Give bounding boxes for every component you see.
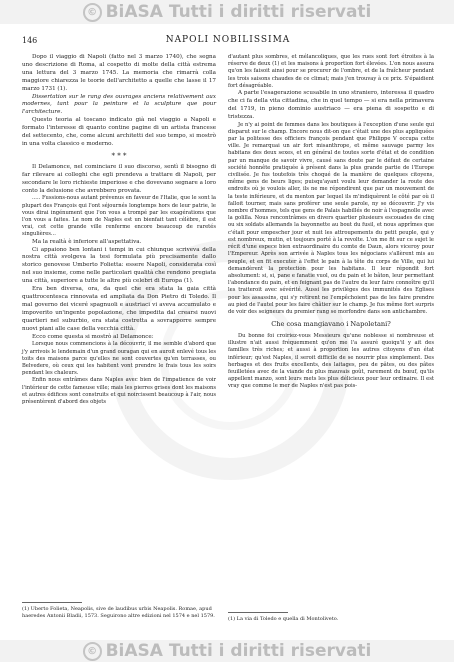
paragraph: Ma la realtà è inferiore all'aspettativa. <box>32 238 142 245</box>
copyright-circle-icon: © <box>83 3 102 22</box>
quotation: Du bonne foi croiriez-vous Messieurs qu'une noblesse si nombreuse et illustre n'ait aussi fréquemment qu'on me l'a assuré quoiqu'il y ait des familles très riches; et aussi à proportion les autres citoyens d'un état inférieur; qu'est Naples, il seroit difficile de se nourrir plus simplement. Des herbages et des fruits excellents, des laitages, peu de pâtes, ou des pâtes feuilletées avec de la viande du plus mauvais goût, rarement du bœuf, qu'ils appellent manzo, sont leurs mets les plus délicieux pour leur ordinaire. Il est vray que comme le mer de Naples n'est pas pois- <box>228 333 434 390</box>
quotation: Enfin nous entrâmes dans Naples avec bien de l'impatience de voir l'intérieur de cette fameuse ville; mais les pierres grises dont les maisons et autres édifices sont construits et qui noircissent beaucoup à l'air, nous présentèrent d'abord des objets <box>22 377 216 406</box>
paragraph: Ci appaiono ben lontani i tempi in cui chiunque scriveva della nostra città svolgeva la tesi formulata più precisamente dallo storico genovese Umberto Folietta: essere Napoli, considerata così nel suo insieme, come nelle particolari qualità che rendono pregiata una città, superiore a tutte le altre più celebri di Europa (1). <box>22 246 217 285</box>
paragraph: Ecco come questa si mostrò al Delamonce: <box>32 333 154 340</box>
footnote-rule <box>22 602 82 603</box>
paragraph: Il Delamonce, nel cominciare il suo discorso, sentì il bisogno di far rilevare ai colleghi che egli prendeva a trattare di Napoli, per secondare le loro richieste imperiose e che dovevano segnare a loro conto la delusione che avrebbero provata. <box>22 163 216 194</box>
quotation: ..... Fussions-nous autant prévenus en faveur de l'Italie, que le sont la plupart des François qui l'ont séjournés longtemps hors de leur patrie, le vous dirai ingénument que l'on vous a trompé par les exagérations que l'on vous a faites. Le nom de Naples est un bienfait tant célèbre, il est vrai, cet cette grande ville renferme encore beaucoup de raretés singulières... <box>22 195 216 238</box>
watermark-banner-top <box>0 0 454 24</box>
footnote-left: (1) Uberto Folieta, Neapolis, sive de laudibus urbis Neapolis. Romae, apud haeredes Antonii Bladii, 1573. Seguirono altre edizioni nel 1574 e nel 1579. <box>22 606 215 619</box>
watermark-text-bottom: BiASA Tutti i diritti riservati <box>105 641 372 661</box>
copyright-circle-icon: © <box>83 642 102 661</box>
page-header <box>22 34 434 48</box>
section-heading: Che cosa mangiavano i Napoletani? <box>271 320 391 329</box>
paragraph: Dopo il viaggio di Napoli (fatto nel 3 marzo 1740), che segna uno descrizione di Roma, al cospetto di molte della città estrema una lettura del 3 marzo 1745. La memoria che rimarrà colla maggiore chiarezza le teorie dell'architetto a quelle che lasse il 17 marzo 1731 (1). <box>22 54 216 92</box>
quotation: Lorsque nous commencions à la découvrir, il me semble d'abord que j'y arrivois le lendemain d'un grand ouragan qui en auroit enlevé tous les toits des maisons parce qu'elles ne sont couvertes qu'en terrasses, ou Belvedere, où ceux qui les habitent vont prendre le frais tous les soirs pendant les chaleurs. <box>22 341 216 377</box>
quotation: Je n'y ai point de femmes dans les boutiques à l'exception d'une seule qui disparut sur le champ. Encore nous dit-on que c'était une des plus appliquées par la politesse des officiers françois pendant que Philippe V occupa cette ville. Je remarquai un air fort misanthrope, et même sauvage parmy les habitans des deux sexes, et en général de toutes sorte d'état et de condition par un manque de savoir vivre, causé sans doute par le défaut de certaine société honnête pratiquée à présent dans la plus grande partie de l'Europe civilisée. Je fus toutefois très choqué de la manière de quelques citoyens, même gens de beurs liges; puisqu'ayant voulu leur demander la route des endroits où je voulois aller, ils ne me répondirent que par un mouvement de la teste inférieure, et du menton par lequel ils m'indiquèrent le côté par où il falloit tourner, mais sans proférer une seule parole, ny se découvrir. J'y vis nombre d'hommes, tels que gens de Palais habillés de noir à l'espagnolle avec la golilla. Nous rencontrâmes en divers quartier plusieurs escouades de cinq ou six soldats allemands la bayonnette au bout du fusil, et nous apprîmes que c'était pour empescher jour et nuit les attroupements du petit peuple, qui y est nombreux, mutin, et toujours porté à la revolte. L'on me fit sur ce sujet le récit d'une espece bien extraordinaire du comte de Daun, alors viceroy pour l'Empereur. Après son arrivée à Naples tous les négocians s'allèrent mis au peuple, et en fit executer à l'effet le pain à la tête du corps de Ville, qui lui demandèrent la protection pour les habitans. Il leur répondit fort absolument: si, si, pane e fanatie vuol, ou du pain et le bâton, leur permettant l'abondance du pain, et en feignant pas de l'autre du leur faire connoître qu'il les traiteroit avec sévérité. Aussi les privilèges des immunités des Eglises pour les assassins, qui s'y retirent ne l'empêchoient pas de les faire prendre au pied de l'autel pour les faire châtier sur le champ. Je fus même fort surpris de voir des seigneurs du premier rang se morfondre dans son antichambre. <box>228 121 434 315</box>
page-number: 146 <box>22 36 38 45</box>
dissertation-title: Dissertation sur le rang des ouvrages anciens relativement aux modernes, tant pour la peinture et la sculpture que pour l'architecture. <box>22 93 216 116</box>
left-column <box>22 54 216 406</box>
paragraph: A parte l'esagerazione scusabile in uno straniero, interessa il quadro che ci fa della vita cittadina, che in quel tempo — si era nella primavera del 1719, in pieno dominio austriaco — era piena di sospetto e di tristezza. <box>228 90 434 120</box>
watermark-banner-bottom <box>0 640 454 662</box>
paragraph: Era ben diversa, ora, da quel che era stata la gaia città quattrocentesca rinnovata ed ampliata da Don Pietro di Toledo. Il mal governo dei viceré spagnuoli e austriaci vi aveva accumulato e impoverito un'ingente popolazione, che impedita dal crearsi nuovi quartieri nel suburbio, era stata costretta a sovrapporre sempre nuovi piani alle case della vecchia città. <box>22 286 216 332</box>
quotation: d'autant plus sombres, et mélancoliques, que les rues sont fort étroites à la réserve de deux (1) et les maisons à proportion fort élevées. L'on nous assura qu'on les faisoit ainsi pour se procurer de l'ombre, et de la fraîcheur pendant les trois saisons chaudes de ce climat; mais j'en trouvay à ce prix. S'épaidient fort désagréable. <box>228 54 434 89</box>
footnote-rule <box>228 612 288 613</box>
section-separator: * * * <box>111 151 127 160</box>
watermark-text-top: BiASA Tutti i diritti riservati <box>105 2 372 22</box>
running-title: NAPOLI NOBILISSIMA <box>165 35 291 45</box>
paragraph: Questo teoria al toscano indicato già nel viaggio a Napoli e formato l'interesse di quanto contine pagine di un artista francese del settecento, che, come alcuni architetti del suo tempo, si mostrò in una volta classico e moderno. <box>22 117 216 147</box>
right-column <box>228 54 434 391</box>
footnote-right: (1) La via di Toledo e quella di Montoliveto. <box>228 616 339 622</box>
